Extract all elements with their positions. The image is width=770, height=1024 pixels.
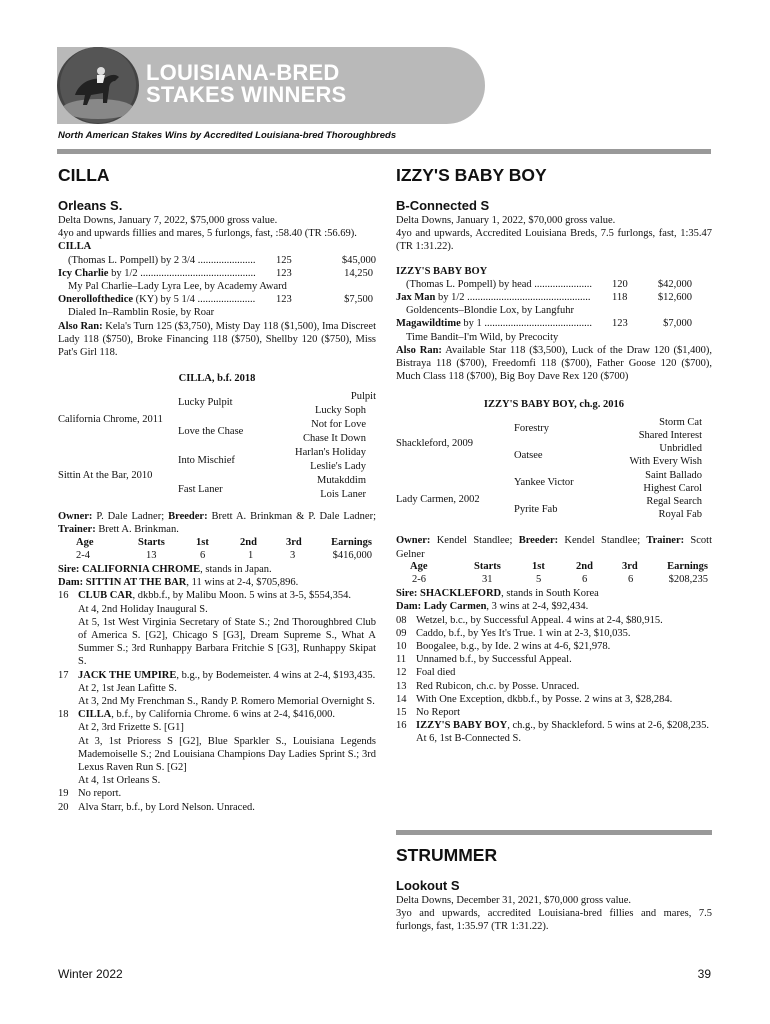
issue-label: Winter 2022 bbox=[58, 967, 123, 981]
produce-entry bbox=[396, 653, 712, 666]
produce-text: Alva Starr, b.f., by Lord Nelson. Unraced. bbox=[78, 801, 255, 813]
produce-note: At 4, 1st Orleans S. bbox=[78, 775, 161, 787]
produce-entry bbox=[396, 627, 712, 640]
ped-ds: Into Mischief bbox=[178, 455, 235, 467]
connections: Owner: P. Dale Ladner; Breeder: Brett A. Brinkman & P. Dale Ladner; Trainer: Brett A. Brinkman. bbox=[58, 511, 376, 536]
ped-dd: Pyrite Fab bbox=[514, 504, 558, 516]
produce-text: Foal died bbox=[416, 667, 456, 679]
foal-year: 20 bbox=[58, 801, 69, 813]
result-row: Onerollofthedice (KY) by 5 1/4 ...................... 123 $7,500 bbox=[58, 294, 373, 306]
produce-entry bbox=[396, 719, 712, 745]
racehorse-photo-logo bbox=[57, 47, 139, 124]
foal-year: 13 bbox=[396, 680, 407, 692]
produce-entry bbox=[396, 640, 712, 653]
result-row: Icy Charlie by 1/2 ............................................ 123 14,250 bbox=[58, 267, 373, 279]
sire-line: Sire: CALIFORNIA CHROME, stands in Japan. bbox=[58, 563, 272, 575]
result-row: Magawildtime by 1 ......................................... 123 $7,000 bbox=[396, 318, 692, 330]
race-conditions: 4yo and upwards, Accredited Louisiana Breds, 7.5 furlongs, fast, 1:35.47 (TR 1:31.22). bbox=[396, 228, 712, 253]
horse-name: CILLA bbox=[58, 165, 110, 185]
stats-row: 2-4 13 6 1 3 $416,000 bbox=[76, 549, 372, 561]
ped-sd: Love the Chase bbox=[178, 426, 244, 438]
produce-text: Unnamed b.f., by Successful Appeal. bbox=[416, 654, 572, 666]
produce-text: No report. bbox=[78, 788, 122, 800]
horse-name: IZZY'S BABY BOY bbox=[396, 165, 547, 185]
pedigree-chart bbox=[396, 416, 712, 530]
winner-name: CILLA bbox=[58, 241, 92, 253]
foal-year: 11 bbox=[396, 654, 407, 666]
pedigree-title: IZZY'S BABY BOY, ch.g. 2016 bbox=[483, 399, 625, 411]
produce-entry bbox=[396, 706, 712, 719]
pedigree-chart bbox=[58, 390, 376, 506]
produce-text: Wetzel, b.c., by Successful Appeal. 4 wins at 2-4, $80,915. bbox=[416, 614, 663, 626]
produce-text: CILLA, b.f., by California Chrome. 6 wins at 2-4, $416,000. bbox=[78, 709, 335, 721]
produce-text: Red Rubicon, ch.c. by Posse. Unraced. bbox=[416, 680, 580, 692]
foal-year: 16 bbox=[396, 720, 407, 732]
stats-header: Age Starts 1st 2nd 3rd Earnings bbox=[410, 560, 708, 572]
result-row: (Thomas L. Pompell) by 2 3/4 ...................... 125 $45,000 bbox=[68, 254, 376, 266]
pedigree-line: Dialed In–Ramblin Rosie, by Roar bbox=[68, 307, 215, 319]
ped-ds: Yankee Victor bbox=[514, 477, 574, 489]
ped-sire: California Chrome, 2011 bbox=[58, 414, 163, 426]
stats-row: 2-6 31 5 6 6 $208,235 bbox=[412, 573, 708, 585]
ped-dsd: Highest Carol bbox=[643, 483, 702, 495]
ped-dd: Fast Laner bbox=[178, 484, 223, 496]
produce-text: IZZY'S BABY BOY, ch.g., by Shackleford. 5 wins at 2-6, $208,235. bbox=[416, 720, 710, 732]
produce-entry bbox=[396, 680, 712, 693]
ped-dss: Harlan's Holiday bbox=[295, 447, 366, 459]
produce-entry bbox=[58, 589, 376, 668]
produce-entry bbox=[58, 669, 376, 709]
produce-entry bbox=[396, 693, 712, 706]
header-rule bbox=[57, 149, 711, 154]
foal-year: 14 bbox=[396, 693, 407, 705]
produce-record bbox=[396, 614, 712, 746]
stats-header: Age Starts 1st 2nd 3rd Earnings bbox=[76, 536, 372, 548]
produce-entry bbox=[58, 787, 376, 800]
produce-note: At 3, 2nd My Frenchman S., Randy P. Romero Memorial Overnight S. bbox=[78, 696, 375, 707]
ped-dds: Regal Search bbox=[646, 496, 702, 508]
foal-year: 09 bbox=[396, 627, 407, 639]
pedigree-line: Goldencents–Blondie Lox, by Langfuhr bbox=[406, 305, 574, 317]
ped-sdd: Chase It Down bbox=[303, 433, 366, 445]
ped-ddd: Royal Fab bbox=[658, 509, 702, 521]
title-line-2: STAKES WINNERS bbox=[146, 82, 347, 107]
ped-ssd: Lucky Soph bbox=[314, 405, 366, 417]
foal-year: 19 bbox=[58, 788, 69, 800]
pedigree-line: My Pal Charlie–Lady Lyra Lee, by Academy Award bbox=[68, 280, 287, 292]
cilla-column bbox=[58, 160, 376, 814]
foal-year: 16 bbox=[58, 590, 69, 602]
title-line-1: LOUISIANA-BRED bbox=[146, 60, 340, 85]
race-name: Orleans S. bbox=[58, 198, 123, 213]
page-title bbox=[146, 62, 346, 106]
ped-dds: Mutakddim bbox=[317, 475, 366, 487]
ped-ss: Forestry bbox=[514, 423, 549, 435]
produce-entry bbox=[396, 614, 712, 627]
horse-racing-icon bbox=[57, 47, 139, 124]
produce-note: At 3, 1st Prioress S [G2], Blue Sparkler S., Louisiana Legends Mademoiselle S.; 2nd Louisiana Champions Day Ladies Sprint S.; 3rd Lexus Raven Run S. [G2] bbox=[78, 735, 376, 774]
race-info: Delta Downs, January 1, 2022, $70,000 gross value. bbox=[396, 215, 616, 226]
produce-text: CLUB CAR, dkbb.f., by Malibu Moon. 5 wins at 3-5, $554,354. bbox=[78, 590, 351, 602]
ped-dss: Saint Ballado bbox=[645, 470, 702, 482]
ped-sds: Not for Love bbox=[311, 419, 366, 431]
sire-line: Sire: SHACKLEFORD, stands in South Korea bbox=[396, 588, 599, 600]
ped-sss: Storm Cat bbox=[659, 417, 702, 429]
foal-year: 17 bbox=[58, 669, 69, 681]
produce-entry bbox=[58, 708, 376, 787]
ped-ss: Lucky Pulpit bbox=[178, 397, 233, 409]
also-ran: Also Ran: Kela's Turn 125 ($3,750), Misty Day 118 ($1,500), Ima Discreet Lady 118 ($750), Broke Financing 118 ($750), Shellby 120 ($750), Miss Pat's Girl 118. bbox=[58, 320, 376, 358]
race-name: Lookout S bbox=[396, 878, 460, 893]
produce-text: Boogalee, b.g., by Ide. 2 wins at 4-6, $21,978. bbox=[416, 640, 611, 652]
ped-sds: Unbridled bbox=[659, 443, 702, 455]
ped-ssd: Shared Interest bbox=[638, 430, 702, 442]
strummer-section bbox=[396, 840, 712, 934]
result-row: (Thomas L. Pompell) by head ...................... 120 $42,000 bbox=[406, 278, 692, 290]
ped-sdd: With Every Wish bbox=[629, 456, 702, 468]
dam-line: Dam: Lady Carmen, 3 wins at 2-4, $92,434. bbox=[396, 601, 589, 613]
dam-line: Dam: SITTIN AT THE BAR, 11 wins at 2-4, $705,896. bbox=[58, 577, 299, 589]
foal-year: 08 bbox=[396, 614, 407, 626]
section-rule bbox=[396, 830, 712, 835]
izzy-column bbox=[396, 160, 712, 746]
ped-sd: Oatsee bbox=[514, 450, 543, 462]
ped-sss: Pulpit bbox=[350, 391, 376, 403]
produce-note: At 6, 1st B-Connected S. bbox=[416, 733, 521, 745]
produce-entry bbox=[58, 801, 376, 814]
foal-year: 18 bbox=[58, 709, 69, 721]
ped-sire: Shackleford, 2009 bbox=[396, 438, 473, 450]
produce-entry bbox=[396, 666, 712, 679]
race-info: Delta Downs, January 7, 2022, $75,000 gross value. bbox=[58, 215, 278, 226]
ped-dam: Sittin At the Bar, 2010 bbox=[58, 470, 153, 482]
race-info: Delta Downs, December 31, 2021, $70,000 gross value. bbox=[396, 895, 632, 906]
page-number: 39 bbox=[697, 967, 711, 981]
produce-note: At 5, 1st West Virginia Secretary of State S.; 2nd Thoroughbred Club of America S. [G2], Chicago S [G3], Dream Supreme S., What A Summer S.; 3rd Runhappy Barbara Fritchie S [G3], Runhappy Skipat S. bbox=[78, 616, 376, 668]
race-name: B-Connected S bbox=[396, 198, 490, 213]
also-ran: Also Ran: Available Star 118 ($3,500), Luck of the Draw 120 ($1,400), Bistraya 118 ($700), Freedomfi 118 ($700), Father Goose 120 ($700), Much Class 118 ($700), Big Boy Dave Rex 120 ($700) bbox=[396, 344, 712, 383]
produce-note: At 2, 1st Jean Lafitte S. bbox=[78, 682, 177, 694]
produce-text: JACK THE UMPIRE, b.g., by Bodemeister. 4 wins at 2-4, $193,435. bbox=[78, 669, 376, 681]
horse-name: STRUMMER bbox=[396, 845, 498, 865]
connections: Owner: Kendel Standlee; Breeder: Kendel Standlee; Trainer: Scott Gelner bbox=[396, 535, 712, 560]
pedigree-line: Time Bandit–I'm Wild, by Precocity bbox=[406, 331, 559, 343]
ped-dsd: Leslie's Lady bbox=[310, 461, 366, 473]
produce-note: At 2, 3rd Frizette S. [G1] bbox=[78, 722, 184, 734]
foal-year: 15 bbox=[396, 707, 407, 718]
pedigree-title: CILLA, b.f. 2018 bbox=[178, 373, 256, 385]
foal-year: 10 bbox=[396, 640, 407, 652]
foal-year: 12 bbox=[396, 667, 407, 679]
race-conditions: 4yo and upwards fillies and mares, 5 furlongs, fast, :58.40 (TR :56.69). bbox=[58, 228, 357, 240]
ped-ddd: Lois Laner bbox=[320, 489, 366, 501]
subtitle: North American Stakes Wins by Accredited Louisiana-bred Thoroughbreds bbox=[58, 130, 397, 141]
produce-text: Caddo, b.f., by Yes It's True. 1 win at 2-3, $10,035. bbox=[416, 627, 631, 639]
produce-note: At 4, 2nd Holiday Inaugural S. bbox=[78, 603, 208, 615]
produce-record bbox=[58, 589, 376, 813]
produce-text: No Report bbox=[416, 707, 461, 718]
produce-text: With One Exception, dkbb.f., by Posse. 2 wins at 3, $28,284. bbox=[416, 693, 673, 705]
ped-dam: Lady Carmen, 2002 bbox=[396, 494, 480, 506]
result-row: Jax Man by 1/2 ............................................... 118 $12,600 bbox=[396, 292, 692, 303]
winner-name: IZZY'S BABY BOY bbox=[396, 265, 488, 277]
race-conditions: 3yo and upwards, accredited Louisiana-bred fillies and mares, 7.5 furlongs, fast, 1:35.97 (TR 1:31.22). bbox=[396, 908, 712, 933]
